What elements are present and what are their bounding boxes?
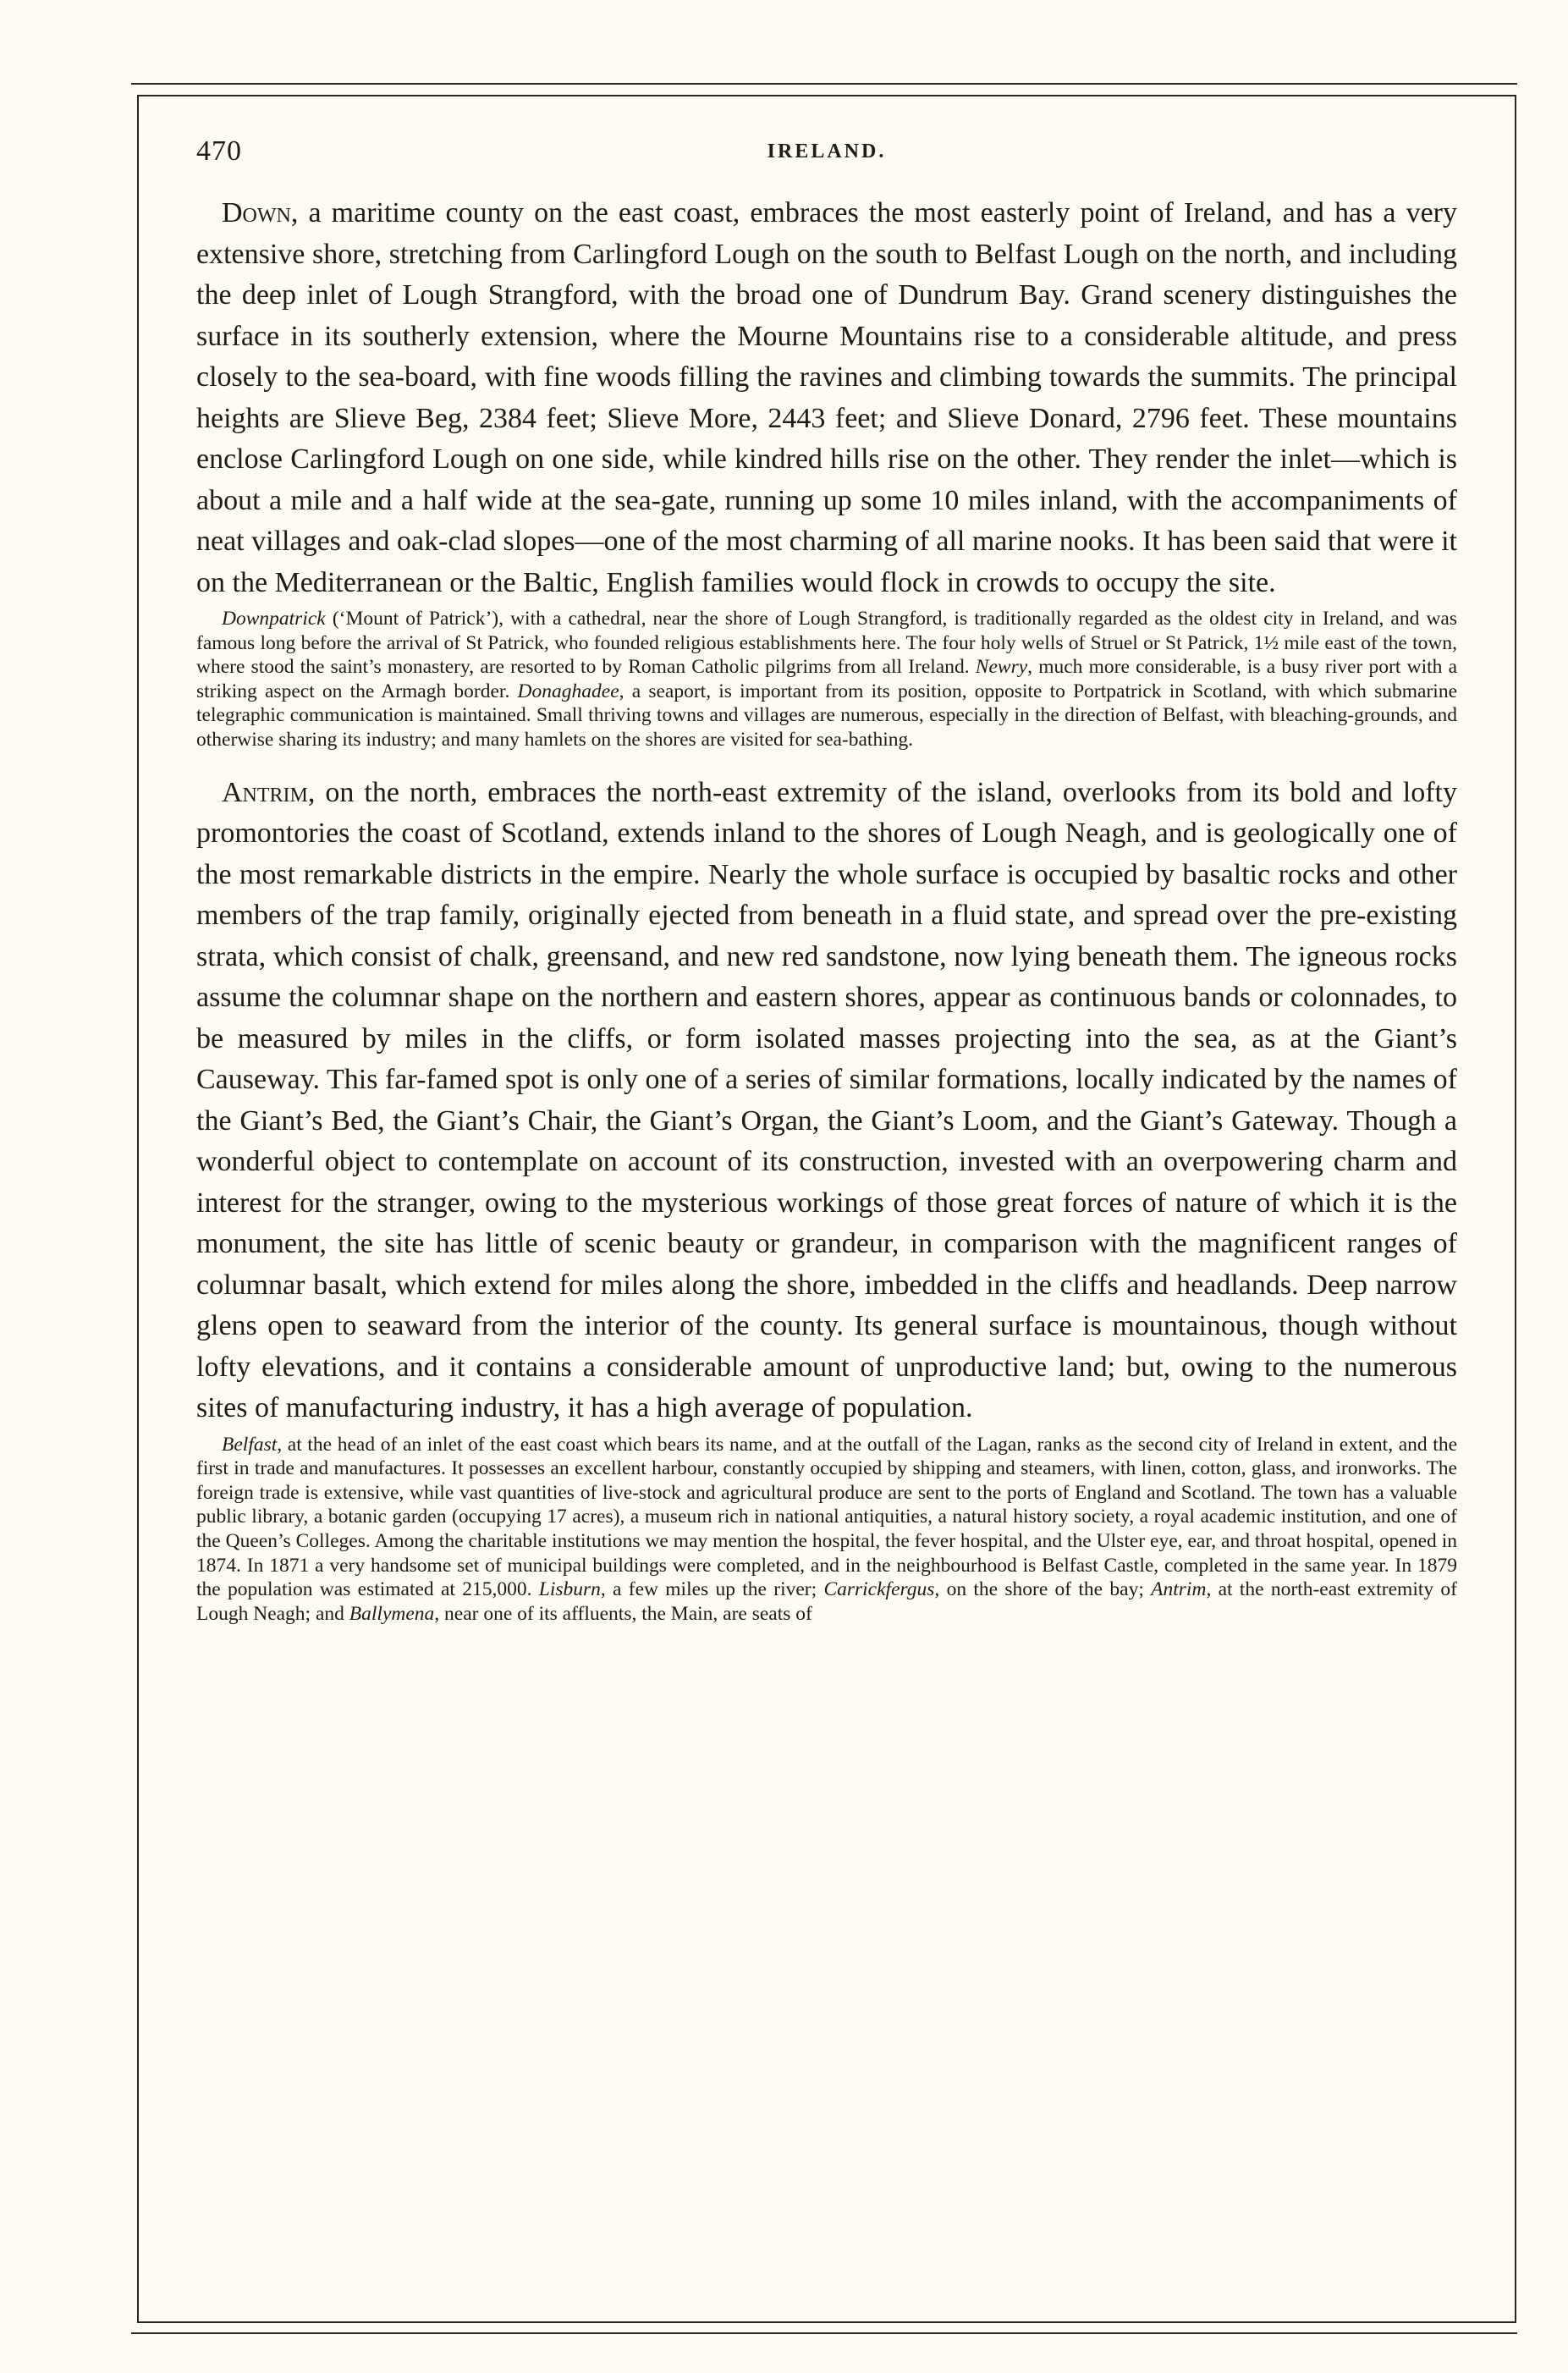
down-lead: Down [222,197,291,228]
down-note-text-2: , much more considerable, is a busy river port with a striking aspect on the Armagh border. [196,656,1457,702]
page-content [196,135,1457,1626]
down-note [196,607,1457,752]
page-number: 470 [196,135,242,167]
down-text: , a maritime county on the east coast, embraces the most easterly point of Ireland, and has a very extensive shore, stretching from Carlingford Lough on the south to Belfast Lough on the north, and including the deep inlet of Lough Strangford, with the broad one of Dundrum Bay. Grand scenery distinguishes the surface in its southerly extension, where the Mourne Mountains rise to a considerable altitude, and press closely to the sea-board, with fine woods filling the ravines and climbing towards the summits. The principal heights are Slieve Beg, 2384 feet; Slieve More, 2443 feet; and Slieve Donard, 2796 feet. These mountains enclose Carlingford Lough on one side, while kindred hills rise on the other. They render the inlet—which is about a mile and a half wide at the sea-gate, running up some 10 miles inland, with the accompaniments of neat villages and oak-clad slopes—one of the most charming of all marine nooks. It has been said that were it on the Mediterranean or the Baltic, English families would flock in crowds to occupy the site. [196,197,1457,598]
bottom-rule [131,2332,1517,2334]
down-note-text-3: , a seaport, is important from its position, opposite to Portpatrick in Scotland, with which submarine telegraphic communication is maintained. Small thriving towns and villages are numerous, especially in the direction of Belfast, with bleaching-grounds, and otherwise sharing its industry; and many hamlets on the shores are visited for sea-bathing. [196,680,1458,751]
donaghadee-term: Donaghadee [517,680,619,702]
antrim-lead: Antrim [222,776,308,808]
top-rule [131,83,1517,85]
antrim-note-text-2: , a few miles up the river; [600,1578,824,1601]
antrim-town-term: Antrim [1151,1578,1207,1601]
antrim-note-text-3: , on the shore of the bay; [934,1578,1152,1601]
running-title: IRELAND. [767,140,887,162]
belfast-term: Belfast [222,1433,278,1456]
downpatrick-term: Downpatrick [222,608,326,630]
antrim-paragraph [196,773,1457,1429]
antrim-note-text-4: , at the north-east extremity of Lough Neagh; and [196,1578,1458,1625]
antrim-text: , on the north, embraces the north-east extremity of the island, overlooks from its bold and lofty promontories the coast of Scotland, extends inland to the shores of Lough Neagh, and is geologically one of the most remarkable districts in the empire. Nearly the whole surface is occupied by basaltic rocks and other members of the trap family, originally ejected from beneath in a fluid state, and spread over the pre-existing strata, which consist of chalk, greensand, and new red sandstone, now lying beneath them. The igneous rocks assume the columnar shape on the northern and eastern shores, appear as continuous bands or colonnades, to be measured by miles in the cliffs, or form isolated masses projecting into the sea, as at the Giant’s Causeway. This far-famed spot is only one of a series of similar formations, locally indicated by the names of the Giant’s Bed, the Giant’s Chair, the Giant’s Organ, the Giant’s Loom, and the Giant’s Gateway. Though a wonderful object to contemplate on account of its construction, invested with an overpowering charm and interest for the stranger, owing to the mysterious workings of those great forces of nature of which it is the monument, the site has little of scenic beauty or grandeur, in comparison with the magnificent ranges of columnar basalt, which extend for miles along the shore, imbedded in the cliffs and headlands. Deep narrow glens open to seaward from the interior of the county. Its general surface is mountainous, though without lofty elevations, and it contains a considerable amount of unproductive land; but, owing to the numerous sites of manufacturing industry, it has a high average of population. [196,776,1457,1424]
section-gap [196,752,1457,773]
lisburn-term: Lisburn [538,1578,601,1601]
newry-term: Newry [975,656,1028,679]
antrim-note-text-5: , near one of its affluents, the Main, are seats of [434,1602,812,1625]
down-paragraph [196,193,1457,603]
carrickfergus-term: Carrickfergus [823,1578,935,1601]
down-note-text-1: (‘Mount of Patrick’), with a cathedral, near the shore of Lough Strangford, is traditionally regarded as the oldest city in Ireland, and was famous long before the arrival of St Patrick, who founded religious establishments here. The four holy wells of Struel or St Patrick, 1½ mile east of the town, where stood the saint’s monastery, are resorted to by Roman Catholic pilgrims from all Ireland. [196,608,1457,679]
antrim-note [196,1433,1457,1627]
ballymena-term: Ballymena [349,1602,435,1625]
running-head [196,135,1457,176]
antrim-note-text-1: , at the head of an inlet of the east coast which bears its name, and at the outfall of the Lagan, ranks as the second city of Ireland in extent, and the first in trade and manufactures. It possesses an excellent harbour, constantly occupied by shipping and steamers, with linen, cotton, glass, and ironworks. The foreign trade is extensive, while vast quantities of live-stock and agricultural produce are sent to the ports of England and Scotland. The town has a valuable public library, a botanic garden (occupying 17 acres), a museum rich in national antiquities, a natural history society, a royal academic institution, and one of the Queen’s Colleges. Among the charitable institutions we may mention the hospital, the fever hospital, and the Ulster eye, ear, and throat hospital, opened in 1874. In 1871 a very handsome set of municipal buildings were completed, and in the neighbourhood is Belfast Castle, completed in the same year. In 1879 the population was estimated at 215,000. [196,1433,1457,1601]
